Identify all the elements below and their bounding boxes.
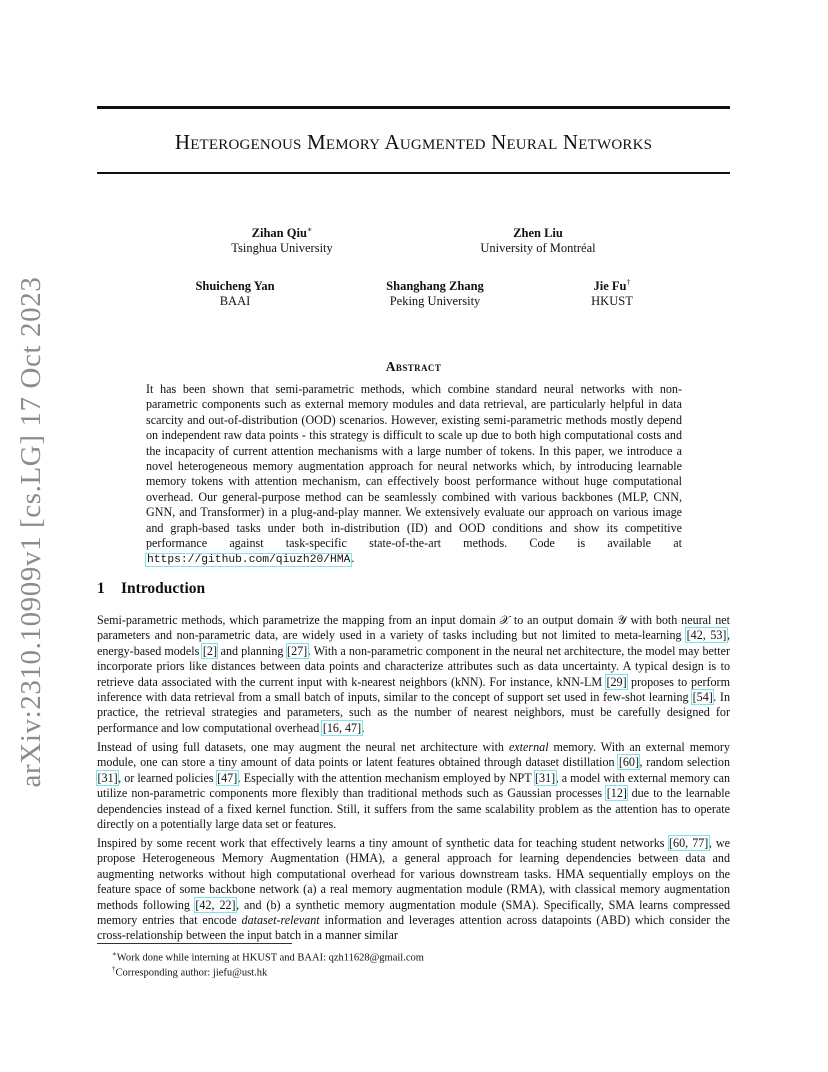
author-affiliation: Tsinghua University xyxy=(231,241,333,256)
author-block xyxy=(362,275,508,309)
title-rule-bottom xyxy=(97,172,730,174)
abstract-body: It has been shown that semi-parametric methods, which combine standard neural networks with non-parametric components such as external memory modules and data retrieval, are particularly helpful in data scarcity and out-of-distribution (OOD) scenarios. However, existing semi-parametric methods mostly depend on independent raw data points - this strategy is difficult to scale up due to both high computational costs and the incapacity of current attention mechanisms with a large number of tokens. In this paper, we introduce a novel heterogeneous memory augmentation approach for neural networks which, by introducing learnable memory tokens with attention mechanism, can effectively boost performance without huge computational overhead. Our general-purpose method can be seamlessly combined with various backbones (MLP, CNN, GNN, and Transformer) in a plug-and-play manner. We extensively evaluate our approach on various image and graph-based tasks under both in-distribution (ID) and OOD conditions and show its competitive performance against task-specific state-of-the-art methods. Code is available at https://github.com/qiuzh20/HMA. xyxy=(146,382,682,567)
author-name: Shanghang Zhang xyxy=(386,279,484,294)
author-affiliation: HKUST xyxy=(591,294,633,309)
citation-link[interactable]: [27] xyxy=(287,643,308,658)
citation-link[interactable]: [31] xyxy=(535,770,556,785)
author-affiliation: University of Montréal xyxy=(480,241,596,256)
author-block xyxy=(182,222,382,256)
author-affiliation: Peking University xyxy=(389,294,481,309)
citation-link[interactable]: [60] xyxy=(618,755,639,770)
paper-title: Heterogenous Memory Augmented Neural Networks xyxy=(174,130,653,154)
footnote: ∗Work done while interning at HKUST and BAAI: qzh11628@gmail.com xyxy=(112,950,424,964)
author-name: Jie Fu† xyxy=(593,278,631,294)
author-affiliation: BAAI xyxy=(219,294,251,309)
author-name: Zihan Qiu∗ xyxy=(251,225,313,241)
citation-link[interactable]: [16, 47] xyxy=(322,720,362,735)
paragraph: Instead of using full datasets, one may augment the neural net architecture with external memory. With an external memory module, one can store a tiny amount of data points or latent features obtained through dataset distillation [60], random selection [31], or learned policies [47]. Especially with the attention mechanism employed by NPT [31], a model with external memory can utilize non-parametric components more flexibly than traditional methods such as Gaussian processes [12] due to the learnable dependencies instead of a fixed kernel function. Still, it suffers from the same scalability problem as the attention has to operate directly on a potentially large data set or features. xyxy=(97,740,730,832)
abstract-text: It has been shown that semi-parametric methods, which combine standard neural networks with non-parametric components such as external memory modules and data retrieval, are particularly helpful in data scarcity and out-of-distribution (OOD) scenarios. However, existing semi-parametric methods mostly depend on independent raw data points - this strategy is difficult to scale up due to both high computational costs and the incapacity of current attention mechanisms with a large number of tokens. In this paper, we introduce a novel heterogeneous memory augmentation approach for neural networks which, by introducing learnable memory tokens with attention mechanism, can effectively boost performance without huge computational overhead. Our general-purpose method can be seamlessly combined with various backbones (MLP, CNN, GNN, and Transformer) in a plug-and-play manner. We extensively evaluate our approach on various image and graph-based tasks under both in-distribution (ID) and OOD conditions and show its competitive performance against task-specific state-of-the-art methods. Code is available at xyxy=(146,382,682,551)
paragraph: Semi-parametric methods, which parametrize the mapping from an input domain 𝒳 to an output domain 𝒴 with both neural net parameters and non-parametric data, are widely used in a variety of tasks including but not limited to meta-learning [42, 53], energy-based models [2] and planning [27]. With a non-parametric component in the neural net architecture, the model may better incorporate priors like distances between data points and characterize attributes such as data uncertainty. A typical design is to retrieve data associated with the current input with k-nearest neighbors (kNN). For instance, kNN-LM [29] proposes to perform inference with data retrieval from a small batch of inputs, similar to the concept of support set used in few-shot learning [54]. In practice, the retrieval strategies and parameters, such as the number of nearest neighbors, must be carefully designed for performance and low computational overhead [16, 47]. xyxy=(97,613,730,735)
citation-link[interactable]: [31] xyxy=(97,770,118,785)
footnote: †Corresponding author: jiefu@ust.hk xyxy=(112,965,268,979)
citation-link[interactable]: [47] xyxy=(217,770,238,785)
code-link[interactable]: https://github.com/qiuzh20/HMA xyxy=(147,554,351,567)
abstract-heading: Abstract xyxy=(385,359,442,374)
footnote-rule xyxy=(97,943,292,944)
citation-link[interactable]: [12] xyxy=(606,786,627,801)
author-block xyxy=(438,222,638,256)
arxiv-side-identifier: arXiv:2310.10909v1 [cs.LG] 17 Oct 2023 xyxy=(15,276,47,788)
section-number: 1 xyxy=(97,580,105,597)
citation-link[interactable]: [2] xyxy=(202,643,217,658)
citation-link[interactable]: [54] xyxy=(692,690,713,705)
author-name: Shuicheng Yan xyxy=(195,279,275,294)
author-block xyxy=(165,275,305,309)
author-name: Zhen Liu xyxy=(513,226,563,241)
section-title: Introduction xyxy=(121,580,206,597)
title-rule-top xyxy=(97,106,730,109)
citation-link[interactable]: [60, 77] xyxy=(669,836,709,850)
author-block xyxy=(560,275,664,309)
citation-link[interactable]: [42, 53] xyxy=(686,628,727,643)
citation-link[interactable]: [42, 22] xyxy=(195,897,236,912)
citation-link[interactable]: [29] xyxy=(606,674,627,689)
section-heading xyxy=(97,580,205,598)
paragraph: Inspired by some recent work that effectively learns a tiny amount of synthetic data for teaching student networks [60, 77], we propose Heterogeneous Memory Augmentation (HMA), a general approach for learning dependencies between data and augmenting networks without high computational overhead for various downstream tasks. HMA sequentially employs on the feature space of some backbone network (a) a real memory augmentation module (RMA), with classical memory augmentation methods following [42, 22], and (b) a synthetic memory augmentation module (SMA). Specifically, SMA learns compressed memory entries that encode dataset-relevant information and leverages attention across datapoints (ABD) which consider the cross-relationship between the input batch in a manner similar xyxy=(97,836,731,943)
